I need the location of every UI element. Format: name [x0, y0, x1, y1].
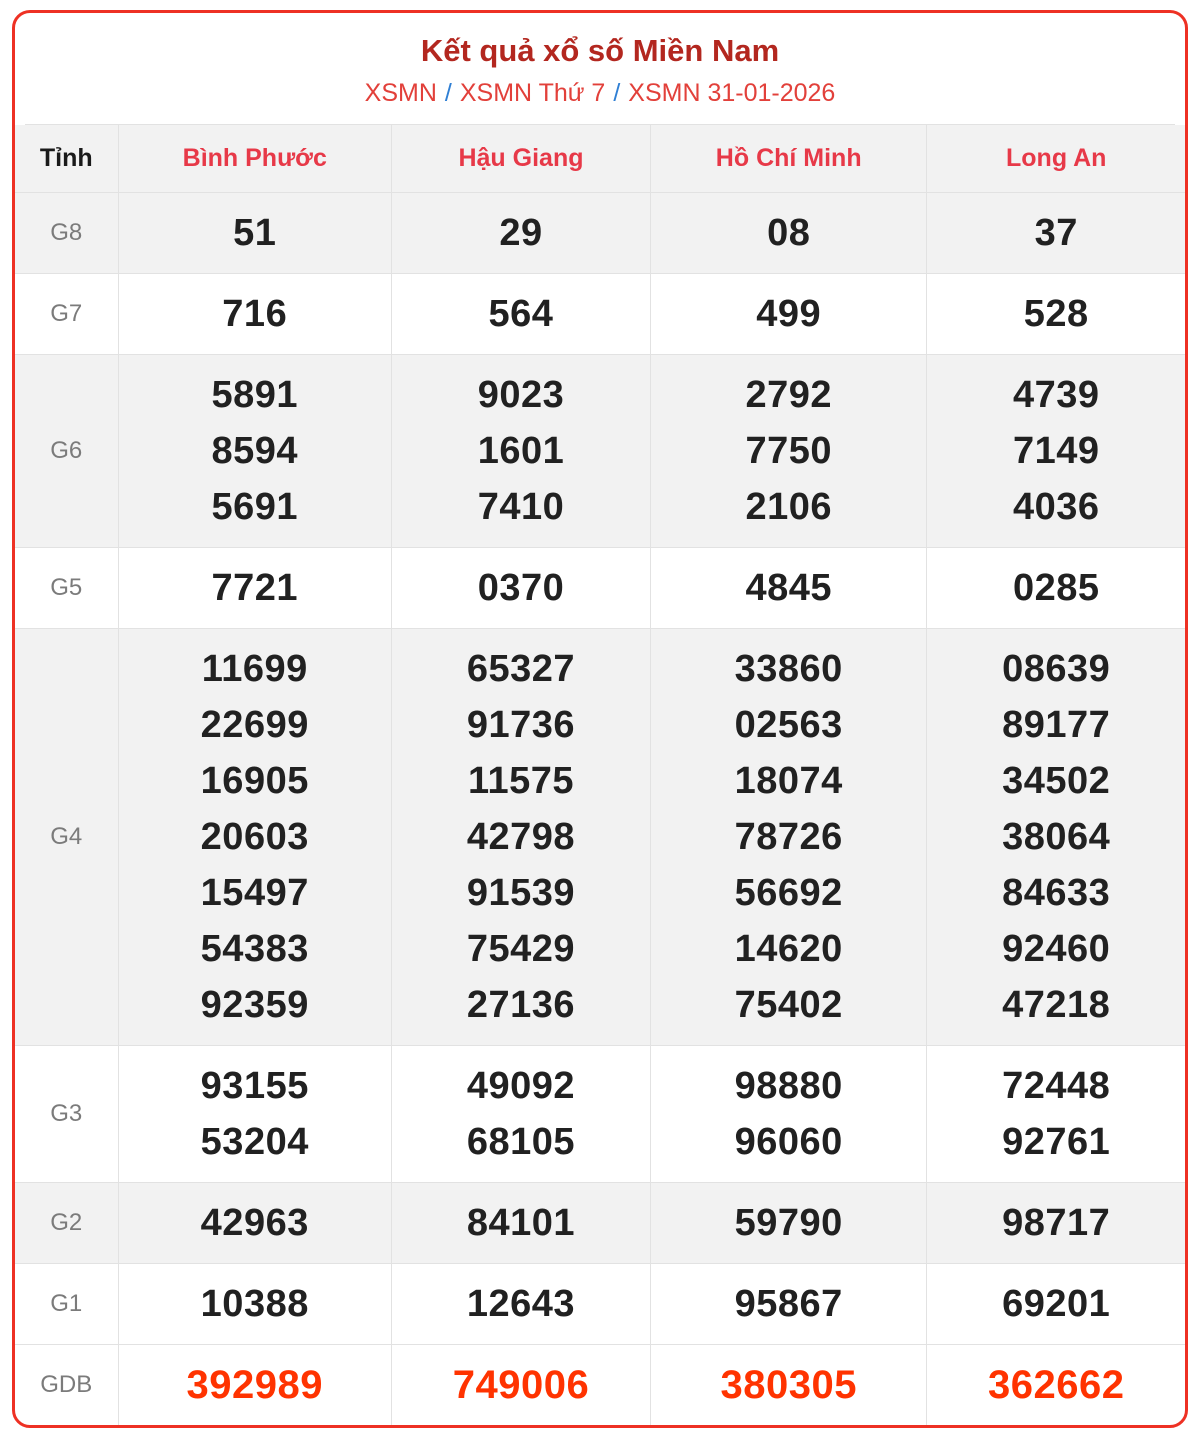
- prize-number: 499: [756, 293, 822, 335]
- prize-cell: [118, 274, 392, 355]
- prize-number: 92460: [1002, 928, 1111, 970]
- prize-cell: [927, 355, 1185, 548]
- header-row: [15, 125, 1185, 193]
- prize-cell: [650, 629, 927, 1046]
- prize-number: 16905: [200, 760, 309, 802]
- corner-header: Tỉnh: [15, 125, 118, 193]
- prize-label: G4: [15, 629, 118, 1046]
- prize-number: 93155: [200, 1065, 309, 1107]
- prize-cell: [392, 1046, 651, 1183]
- prize-number: 47218: [1002, 984, 1111, 1026]
- prize-number: 02563: [734, 704, 843, 746]
- prize-label: G8: [15, 193, 118, 274]
- prize-number: 68105: [466, 1121, 576, 1163]
- breadcrumb: [25, 79, 1175, 125]
- prize-number: 08: [767, 212, 811, 254]
- prize-cell: [650, 1183, 927, 1264]
- prize-cell: [927, 1264, 1185, 1345]
- prize-label: G7: [15, 274, 118, 355]
- prize-number: 08639: [1002, 648, 1111, 690]
- prize-number: 54383: [200, 928, 309, 970]
- prize-cell: [392, 1264, 651, 1345]
- prize-number: 2106: [745, 486, 832, 528]
- prize-cell: [392, 629, 651, 1046]
- prize-number: 18074: [734, 760, 843, 802]
- prize-number: 56692: [734, 872, 843, 914]
- prize-number: 7410: [477, 486, 565, 528]
- prize-number: 5691: [211, 486, 299, 528]
- prize-cell: [392, 193, 651, 274]
- prize-label: GDB: [15, 1345, 118, 1426]
- prize-cell: [650, 1046, 927, 1183]
- prize-number: 42798: [466, 816, 576, 858]
- prize-row-G3: [15, 1046, 1185, 1183]
- results-table-head: [15, 125, 1185, 193]
- prize-number: 8594: [211, 430, 299, 472]
- prize-number: 84101: [466, 1202, 576, 1244]
- prize-number: 59790: [734, 1202, 843, 1244]
- prize-cell: [927, 1046, 1185, 1183]
- prize-number: 4845: [745, 567, 832, 609]
- prize-number: 96060: [734, 1121, 843, 1163]
- prize-number: 29: [499, 212, 543, 254]
- prize-cell: [392, 1183, 651, 1264]
- prize-number: 53204: [200, 1121, 309, 1163]
- prize-number: 89177: [1002, 704, 1111, 746]
- prize-number: 10388: [200, 1283, 309, 1325]
- prize-number: 4036: [1012, 486, 1100, 528]
- prize-number: 362662: [987, 1363, 1125, 1407]
- prize-cell: [392, 1345, 651, 1426]
- page-title: Kết quả xổ số Miền Nam: [420, 33, 780, 68]
- prize-number: 11699: [201, 648, 308, 690]
- prize-number: 9023: [477, 374, 565, 416]
- prize-number: 20603: [200, 816, 309, 858]
- prize-cell: [392, 548, 651, 629]
- prize-number: 7750: [745, 430, 832, 472]
- prize-number: 564: [488, 293, 554, 335]
- prize-number: 98880: [734, 1065, 843, 1107]
- prize-number: 7721: [211, 567, 299, 609]
- prize-number: 75402: [734, 984, 843, 1026]
- prize-cell: [927, 1345, 1185, 1426]
- prize-number: 42963: [200, 1202, 309, 1244]
- prize-label: G2: [15, 1183, 118, 1264]
- prize-number: 1601: [477, 430, 565, 472]
- prize-label: G5: [15, 548, 118, 629]
- province-header-long-an[interactable]: Long An: [927, 125, 1185, 193]
- prize-number: 749006: [452, 1363, 590, 1407]
- prize-number: 98717: [1002, 1202, 1111, 1244]
- prize-cell: [650, 548, 927, 629]
- prize-number: 78726: [734, 816, 843, 858]
- prize-row-G6: [15, 355, 1185, 548]
- prize-number: 12643: [466, 1283, 576, 1325]
- province-header-binh-phuoc[interactable]: Bình Phước: [118, 125, 392, 193]
- prize-row-G4: [15, 629, 1185, 1046]
- prize-cell: [392, 274, 651, 355]
- prize-cell: [118, 1046, 392, 1183]
- prize-number: 51: [233, 212, 277, 254]
- prize-cell: [927, 629, 1185, 1046]
- prize-row-GDB: [15, 1345, 1185, 1426]
- province-header-ho-chi-minh[interactable]: Hồ Chí Minh: [650, 125, 927, 193]
- prize-cell: [927, 1183, 1185, 1264]
- prize-number: 92761: [1002, 1121, 1111, 1163]
- prize-number: 380305: [720, 1363, 857, 1407]
- prize-number: 91736: [466, 704, 576, 746]
- prize-cell: [650, 1264, 927, 1345]
- prize-cell: [650, 274, 927, 355]
- results-card: [12, 10, 1188, 1428]
- breadcrumb-link[interactable]: XSMN 31-01-2026: [628, 79, 836, 107]
- prize-number: 92359: [200, 984, 309, 1026]
- prize-number: 7149: [1012, 430, 1100, 472]
- prize-number: 38064: [1002, 816, 1111, 858]
- prize-number: 91539: [466, 872, 576, 914]
- prize-cell: [118, 1183, 392, 1264]
- prize-cell: [118, 1264, 392, 1345]
- province-header-hau-giang[interactable]: Hậu Giang: [392, 125, 651, 193]
- prize-number: 72448: [1002, 1065, 1111, 1107]
- prize-label: G6: [15, 355, 118, 548]
- prize-number: 4739: [1012, 374, 1100, 416]
- prize-number: 392989: [186, 1363, 323, 1407]
- prize-cell: [927, 548, 1185, 629]
- prize-label: G3: [15, 1046, 118, 1183]
- prize-number: 15497: [200, 872, 309, 914]
- prize-number: 14620: [734, 928, 843, 970]
- prize-cell: [118, 629, 392, 1046]
- prize-number: 65327: [466, 648, 576, 690]
- prize-number: 5891: [211, 374, 299, 416]
- breadcrumb-separator: /: [613, 79, 621, 107]
- breadcrumb-link[interactable]: XSMN: [364, 79, 437, 107]
- prize-cell: [118, 548, 392, 629]
- prize-row-G1: [15, 1264, 1185, 1345]
- breadcrumb-separator: /: [444, 79, 452, 107]
- prize-number: 69201: [1002, 1283, 1111, 1325]
- prize-number: 716: [222, 293, 288, 335]
- prize-number: 0285: [1012, 567, 1100, 609]
- prize-number: 2792: [745, 374, 832, 416]
- prize-cell: [118, 193, 392, 274]
- prize-number: 22699: [200, 704, 309, 746]
- prize-cell: [650, 193, 927, 274]
- prize-number: 84633: [1002, 872, 1111, 914]
- prize-number: 33860: [734, 648, 843, 690]
- prize-cell: [118, 1345, 392, 1426]
- prize-cell: [650, 1345, 927, 1426]
- results-tbody: [15, 193, 1185, 1426]
- prize-number: 49092: [466, 1065, 576, 1107]
- prize-label: G1: [15, 1264, 118, 1345]
- prize-number: 75429: [466, 928, 576, 970]
- prize-number: 11575: [467, 760, 575, 802]
- prize-cell: [927, 274, 1185, 355]
- prize-number: 95867: [734, 1283, 843, 1325]
- results-table: [15, 125, 1185, 1425]
- prize-cell: [118, 355, 392, 548]
- prize-row-G8: [15, 193, 1185, 274]
- prize-number: 0370: [477, 567, 565, 609]
- prize-number: 27136: [466, 984, 576, 1026]
- prize-cell: [927, 193, 1185, 274]
- prize-row-G2: [15, 1183, 1185, 1264]
- prize-row-G5: [15, 548, 1185, 629]
- prize-cell: [650, 355, 927, 548]
- prize-number: 34502: [1002, 760, 1111, 802]
- prize-row-G7: [15, 274, 1185, 355]
- prize-number: 528: [1023, 293, 1089, 335]
- breadcrumb-link[interactable]: XSMN Thứ 7: [459, 79, 606, 107]
- card-header: [15, 13, 1185, 125]
- prize-cell: [392, 355, 651, 548]
- prize-number: 37: [1034, 212, 1078, 254]
